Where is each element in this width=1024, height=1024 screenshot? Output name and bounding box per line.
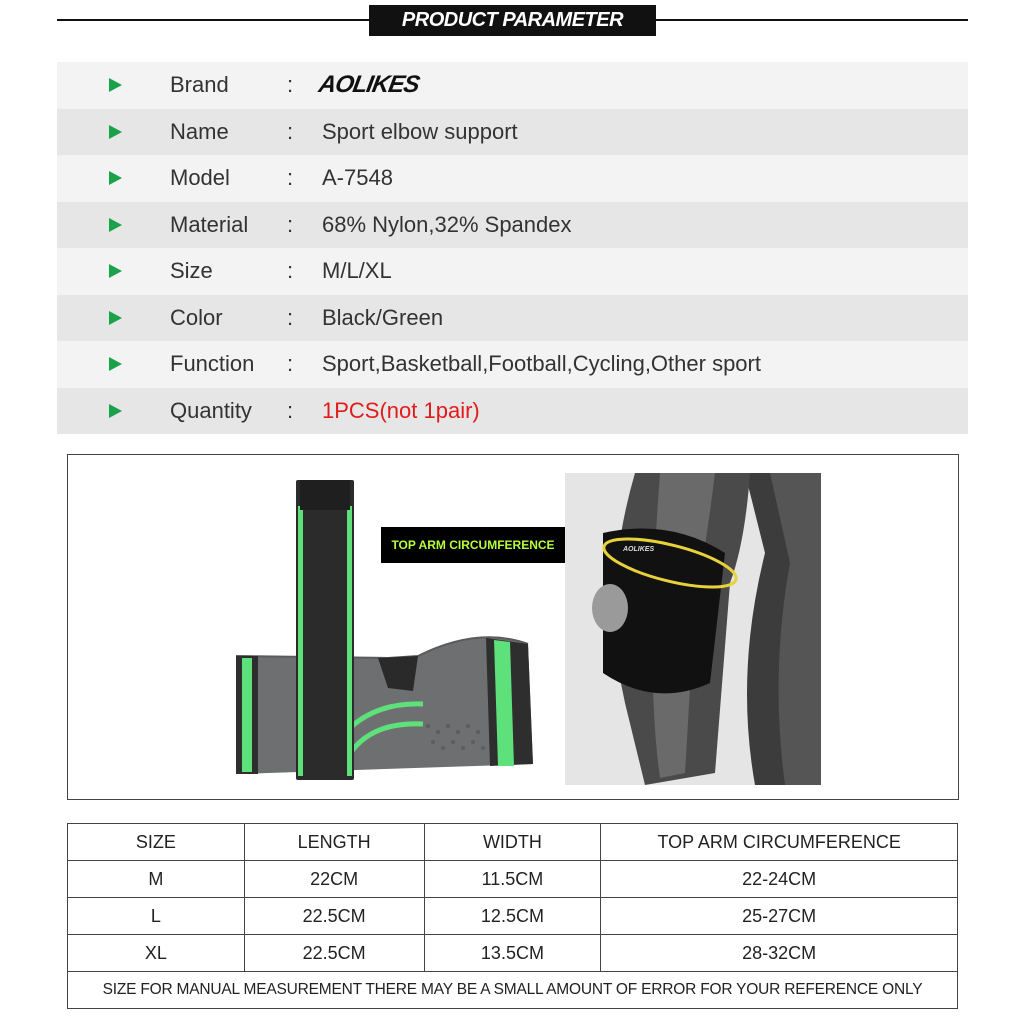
param-row-size [57,248,968,295]
param-row-function [57,341,968,388]
table-cell: 22.5CM [244,935,424,972]
green-arrow-icon [109,218,122,232]
green-arrow-icon [109,357,122,371]
green-arrow-icon [109,125,122,139]
param-row-name [57,109,968,156]
parameter-table [57,62,968,434]
param-colon: : [287,258,294,284]
param-row-material [57,202,968,249]
header-rule-right [655,19,968,21]
column-header: SIZE [68,824,245,861]
param-value: M/L/XL [322,258,392,284]
param-colon: : [287,118,294,144]
table-cell: 11.5CM [424,861,601,898]
column-header: TOP ARM CIRCUMFERENCE [601,824,958,861]
size-table-header [68,824,958,861]
table-note-row [68,972,958,1009]
sleeve-logo-text: AOLIKES [623,546,655,553]
table-cell: 12.5CM [424,898,601,935]
green-arrow-icon [109,78,122,92]
param-label: Model [170,165,230,191]
param-row-color [57,295,968,342]
table-cell: 13.5CM [424,935,601,972]
param-colon: : [287,351,294,377]
param-colon: : [287,211,294,237]
table-cell: 25-27CM [601,898,958,935]
param-value: 68% Nylon,32% Spandex [322,211,572,237]
param-colon: : [287,72,294,98]
table-cell: 22-24CM [601,861,958,898]
param-row-model [57,155,968,202]
param-row-brand [57,62,968,109]
measurement-note: SIZE FOR MANUAL MEASUREMENT THERE MAY BE A SMALL AMOUNT OF ERROR FOR YOUR REFERENCE ONLY [68,972,958,1009]
table-cell: M [68,861,245,898]
param-colon: : [287,304,294,330]
param-label: Brand [170,72,229,98]
table-cell: 22.5CM [244,898,424,935]
param-label: Function [170,351,255,377]
param-label: Color [170,304,223,330]
brand-logo: AOLIKES [316,71,422,99]
table-row [68,935,958,972]
table-row [68,898,958,935]
green-arrow-icon [109,171,122,185]
param-value: A-7548 [322,165,393,191]
param-label: Size [170,258,213,284]
param-label: Material [170,211,249,237]
column-header: WIDTH [424,824,601,861]
table-cell: XL [68,935,245,972]
table-row [68,861,958,898]
table-cell: L [68,898,245,935]
section-title: PRODUCT PARAMETER [369,5,656,36]
elbow-sleeve-illustration [228,476,538,786]
green-arrow-icon [109,264,122,278]
arm-sleeve-photo [565,473,821,785]
measurement-tag: TOP ARM CIRCUMFERENCE [381,527,565,563]
size-table [67,823,958,1009]
param-row-quantity [57,388,968,435]
param-value: Black/Green [322,304,444,330]
param-label: Name [170,118,229,144]
green-arrow-icon [109,311,122,325]
param-value: Sport,Basketball,Football,Cycling,Other sport [322,351,761,377]
green-arrow-icon [109,404,122,418]
param-colon: : [287,397,294,423]
param-colon: : [287,165,294,191]
table-cell: 28-32CM [601,935,958,972]
column-header: LENGTH [244,824,424,861]
param-label: Quantity [170,397,252,423]
table-cell: 22CM [244,861,424,898]
header-rule-left [57,19,370,21]
param-value-highlight: 1PCS(not 1pair) [322,397,480,423]
param-value: Sport elbow support [322,118,518,144]
